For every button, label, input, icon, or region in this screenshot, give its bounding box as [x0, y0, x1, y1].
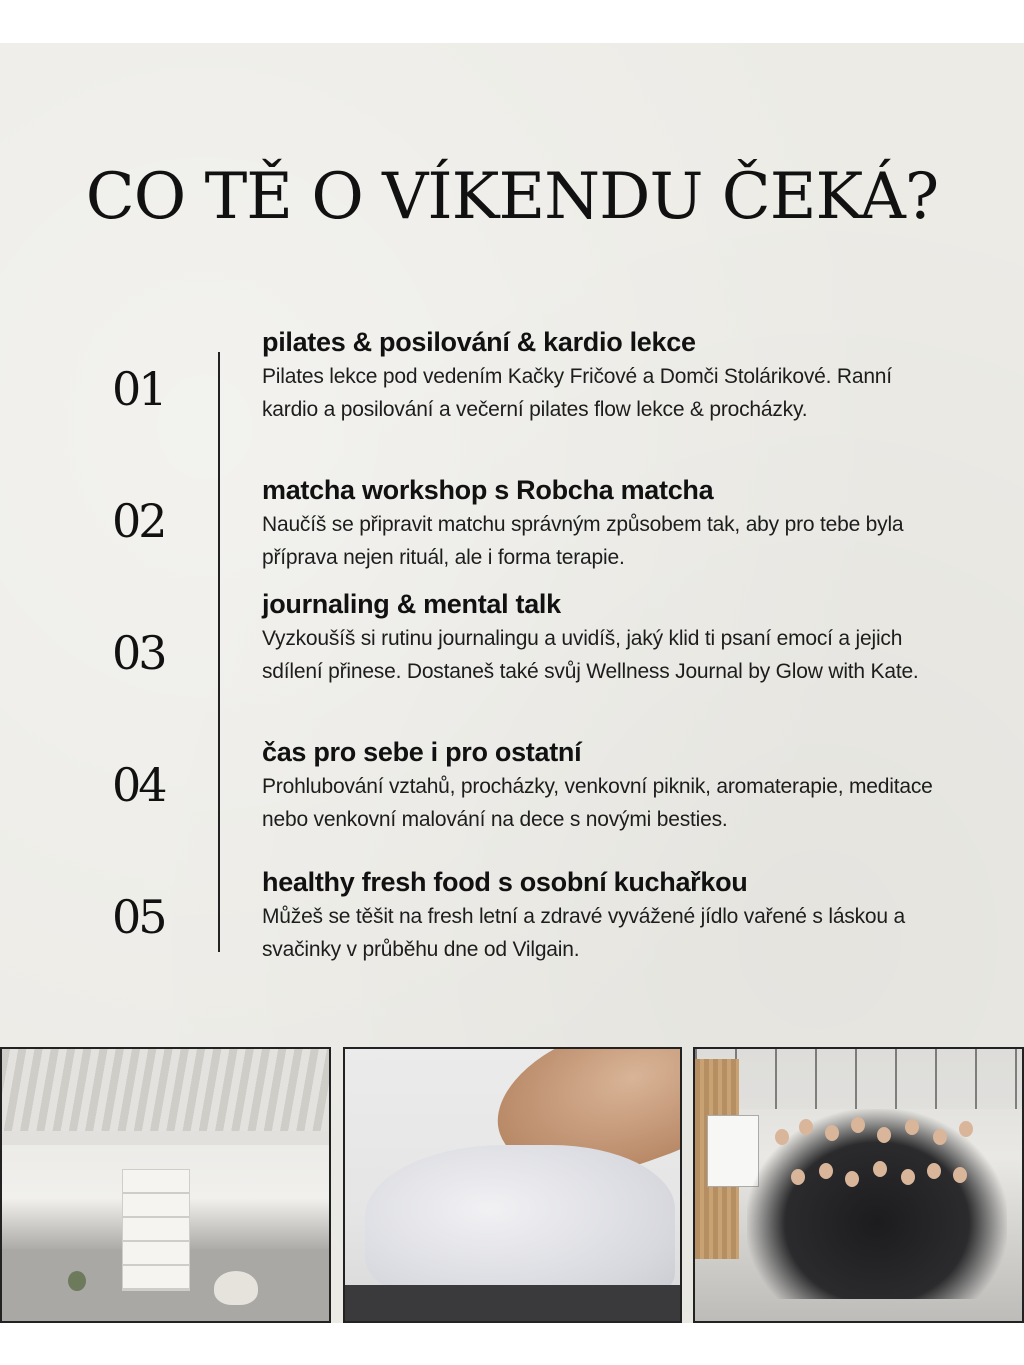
item-heading: pilates & posilování & kardio lekce [262, 327, 696, 357]
item-heading: journaling & mental talk [262, 589, 561, 619]
list-item [262, 866, 942, 966]
item-description: Prohlubování vztahů, procházky, venkovní piknik, aromaterapie, meditace nebo venkovní malování na dece s novými besties. [262, 775, 933, 831]
item-number: 04 [112, 758, 165, 812]
list-item [262, 474, 942, 574]
item-heading: healthy fresh food s osobní kuchařkou [262, 867, 748, 897]
item-heading: matcha workshop s Robcha matcha [262, 475, 714, 505]
item-number: 05 [112, 890, 165, 944]
item-description: Můžeš se těšit na fresh letní a zdravé vyvážené jídlo vařené s láskou a svačinky v průběhu dne od Vilgain. [262, 905, 905, 961]
page-title: CO TĚ O VÍKENDU ČEKÁ? [85, 160, 939, 234]
list-item [262, 326, 942, 426]
item-number: 01 [112, 362, 165, 416]
item-description: Naučíš se připravit matchu správným způsobem tak, aby pro tebe byla příprava nejen rituál, ale i forma terapie. [262, 513, 904, 569]
item-description: Vyzkoušíš si rutinu journalingu a uvidíš, jaký klid ti psaní emocí a jejich sdílení přinese. Dostaneš také svůj Wellness Journal by Glow with Kate. [262, 627, 919, 683]
item-number: 02 [112, 494, 165, 548]
item-number: 03 [112, 626, 165, 680]
list-item [262, 588, 942, 688]
item-heading: čas pro sebe i pro ostatní [262, 737, 582, 767]
timeline-divider [218, 352, 220, 952]
group-photo [693, 1047, 1024, 1323]
pilates-pose-photo [343, 1047, 682, 1323]
item-description: Pilates lekce pod vedením Kačky Fričové a Domči Stolárikové. Ranní kardio a posilování a večerní pilates flow lekce & procházky. [262, 365, 892, 421]
studio-room-photo [0, 1047, 331, 1323]
list-item [262, 736, 942, 836]
